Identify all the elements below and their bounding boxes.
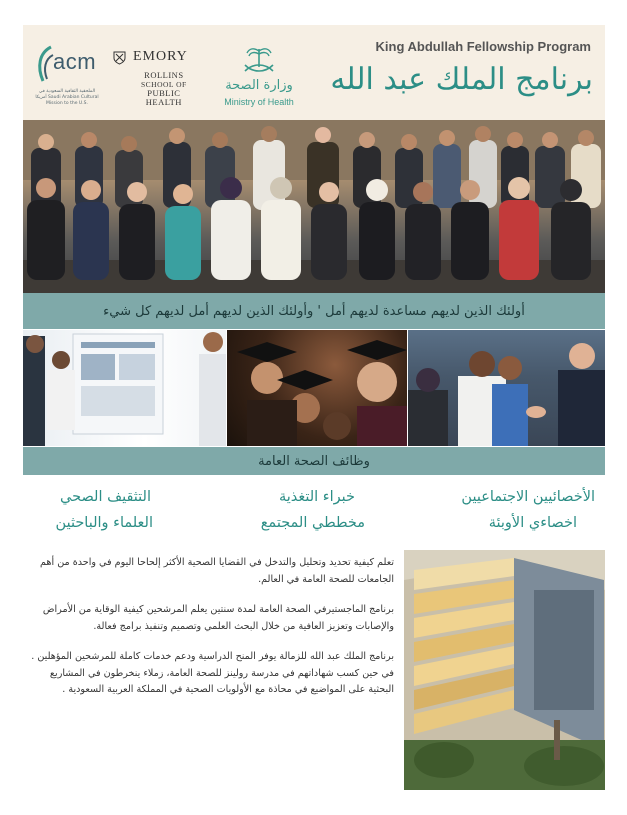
body-text [24, 555, 394, 713]
program-title-en: King Abdullah Fellowship Program [375, 39, 591, 54]
program-title-ar: برنامج الملك عبد الله [330, 62, 593, 97]
graduation-selfie-illustration [227, 330, 407, 446]
career-item: خبراء التغذية [278, 489, 355, 505]
acm-subtitle: الملحقية الثقافية السعودية في أمريكا Saudi Arabian Cultural Mission to the U.S. [35, 89, 99, 106]
handshake-illustration [408, 330, 605, 446]
school-building-photo [404, 550, 605, 790]
career-item: الأخصائيين الاجتماعيين [461, 489, 595, 505]
ministry-of-health-logo [219, 45, 299, 115]
emory-school-line: HEALTH [145, 97, 182, 107]
tagline-text: أولئك الذين لديهم مساعدة لديهم أمل ' وأولئك الذين لديهم أمل لديهم كل شيء [103, 303, 525, 319]
emory-name: EMORY [133, 49, 188, 64]
graduation-selfie-photo [227, 330, 407, 446]
careers-title: وظائف الصحة العامة [258, 453, 370, 469]
career-item: اخصاءي الأوبئة [488, 515, 577, 531]
group-photo [23, 120, 605, 293]
body-paragraph: تعلم كيفية تحديد وتحليل والتدخل في القضايا الصحية الأكثر إلحاحا اليوم في واحدة من أهم الجامعات للصحة العامة في العالم. [40, 557, 394, 585]
poster-presentation-illustration [23, 330, 226, 446]
tagline-banner [23, 293, 605, 329]
emory-logo [113, 47, 213, 107]
header [23, 25, 605, 120]
acm-logo [33, 43, 101, 111]
body-paragraph: برنامج الملك عبد الله للزمالة يوفر المنح الدراسية ودعم خدمات كاملة للمرشحين المؤهلين . في حين كسب شهاداتهم في مدرسة رولينز للصحة العامة، زملاء ينخرطون في المشاريع البحثية على المواضيع في محاذة مع الأولويات الصحية في المملكة العربية السعودية . [31, 651, 394, 695]
emory-school-line: PUBLIC [147, 88, 181, 98]
group-photo-illustration [23, 120, 605, 293]
building-illustration [404, 550, 605, 790]
emory-school-line: ROLLINS [144, 70, 184, 80]
ministry-name-en: Ministry of Health [224, 97, 294, 107]
handshake-photo [408, 330, 605, 446]
poster-presentation-photo [23, 330, 226, 446]
emory-shield-icon [113, 51, 126, 65]
career-item: العلماء والباحثين [55, 515, 153, 531]
careers-list [23, 475, 605, 543]
emory-school-name [141, 71, 187, 107]
careers-header [23, 447, 605, 475]
emory-school-line: SCHOOL OF [141, 80, 187, 89]
ministry-name-ar: وزارة الصحة [225, 78, 293, 93]
palm-swords-emblem-icon [241, 45, 277, 75]
acm-mark-icon [33, 45, 55, 85]
career-item: مخططي المجتمع [260, 515, 365, 531]
body-paragraph: برنامج الماجستيرفي الصحة العامة لمدة سنتين يعلم المرشحين كيفية الوقاية من الأمراض والإصابات وتعزيز العافية من خلال البحث العلمي وتصميم وتنفيذ برامج فعالة. [42, 604, 394, 632]
career-item: التثقيف الصحي [60, 489, 151, 505]
acm-name: acm [53, 49, 97, 74]
